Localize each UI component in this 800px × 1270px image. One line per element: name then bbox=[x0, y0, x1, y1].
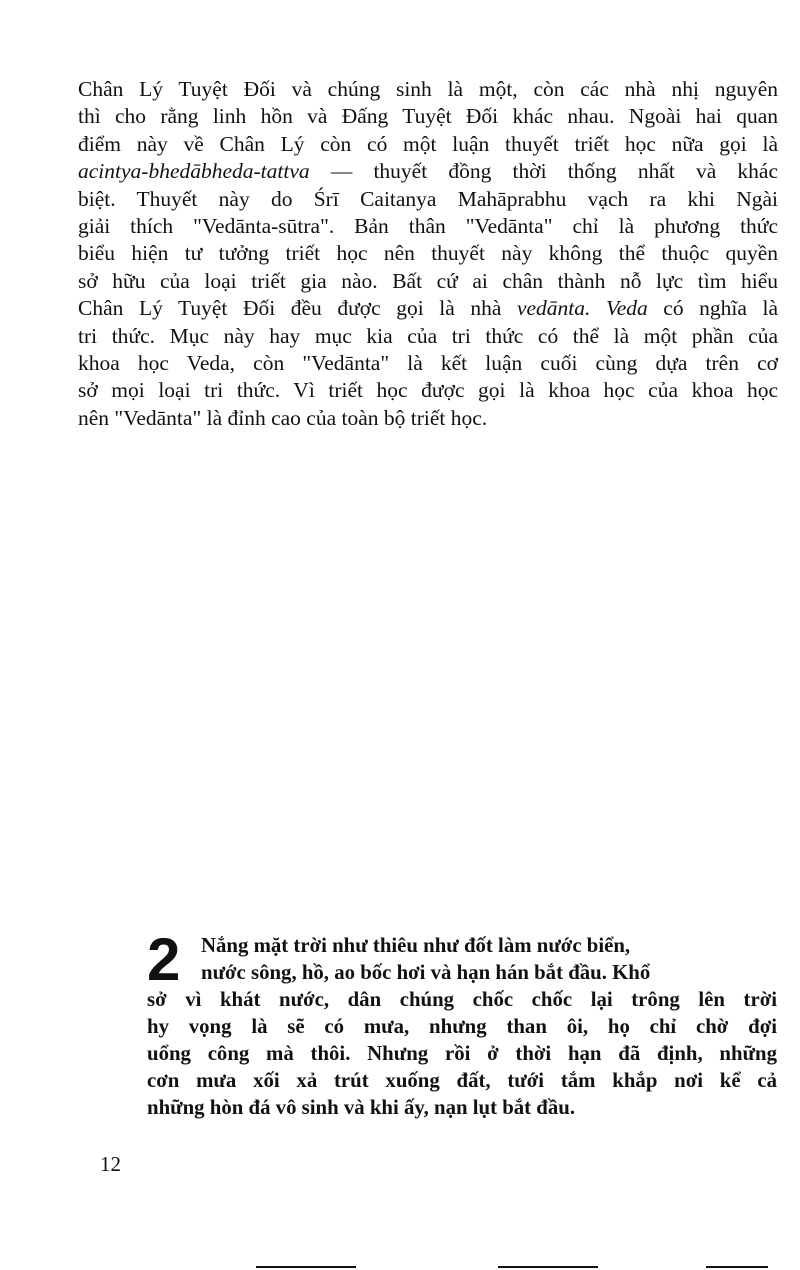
text-line: sở hữu của loại triết gia nào. Bất cứ ai chân thành nỗ lực tìm hiểu bbox=[78, 268, 778, 293]
verse-line: hy vọng là sẽ có mưa, nhưng than ôi, họ chỉ chờ đợi bbox=[147, 1015, 777, 1038]
verse-line: những hòn đá vô sinh và khi ấy, nạn lụt bắt đầu. bbox=[147, 1096, 576, 1119]
italic-term: vedānta. Veda bbox=[516, 296, 648, 321]
verse-number: 2 bbox=[147, 926, 181, 993]
footer-rule bbox=[498, 1266, 598, 1268]
italic-term: acintya-bhedābheda-tattva bbox=[78, 159, 310, 184]
verse-line: nước sông, hồ, ao bốc hơi và hạn hán bắt đầu. Khổ bbox=[201, 961, 651, 984]
text-line: Chân Lý Tuyệt Đối đều được gọi là nhà vedānta. Veda có nghĩa là bbox=[78, 296, 779, 321]
text-line: sở mọi loại tri thức. Vì triết học được gọi là khoa học của khoa học bbox=[78, 378, 778, 403]
text-line: thì cho rằng linh hồn và Đấng Tuyệt Đối khác nhau. Ngoài hai quan bbox=[78, 104, 778, 129]
footer-rule bbox=[256, 1266, 356, 1268]
body-paragraph bbox=[78, 76, 778, 432]
text-line: khoa học Veda, còn "Vedānta" là kết luận cuối cùng dựa trên cơ bbox=[78, 351, 778, 376]
text-line: biểu hiện tư tưởng triết học nên thuyết này không thể thuộc quyền bbox=[78, 241, 778, 266]
page-number: 12 bbox=[100, 1152, 121, 1176]
text-line: Chân Lý Tuyệt Đối và chúng sinh là một, còn các nhà nhị nguyên bbox=[78, 77, 778, 101]
verse-line: sở vì khát nước, dân chúng chốc chốc lại trông lên trời bbox=[147, 988, 777, 1011]
verse-line: cơn mưa xối xả trút xuống đất, tưới tắm khắp nơi kể cả bbox=[147, 1069, 777, 1092]
text-line: biệt. Thuyết này do Śrī Caitanya Mahāprabhu vạch ra khi Ngài bbox=[78, 186, 778, 211]
text-line: điểm này về Chân Lý còn có một luận thuyết triết học nữa gọi là bbox=[78, 131, 778, 156]
footer-rule bbox=[706, 1266, 768, 1268]
text-line: giải thích "Vedānta-sūtra". Bản thân "Vedānta" chỉ là phương thức bbox=[78, 214, 778, 239]
text-line: tri thức. Mục này hay mục kia của tri thức có thể là một phần của bbox=[78, 323, 778, 348]
text-line: nên "Vedānta" là đỉnh cao của toàn bộ triết học. bbox=[78, 405, 488, 430]
verse-text bbox=[147, 926, 777, 1121]
verse-line: Nắng mặt trời như thiêu như đốt làm nước biển, bbox=[201, 934, 631, 957]
text-line: acintya-bhedābheda-tattva — thuyết đồng thời thống nhất và khác bbox=[78, 159, 778, 184]
verse-line: uổng công mà thôi. Nhưng rồi ở thời hạn đã định, những bbox=[147, 1042, 777, 1065]
